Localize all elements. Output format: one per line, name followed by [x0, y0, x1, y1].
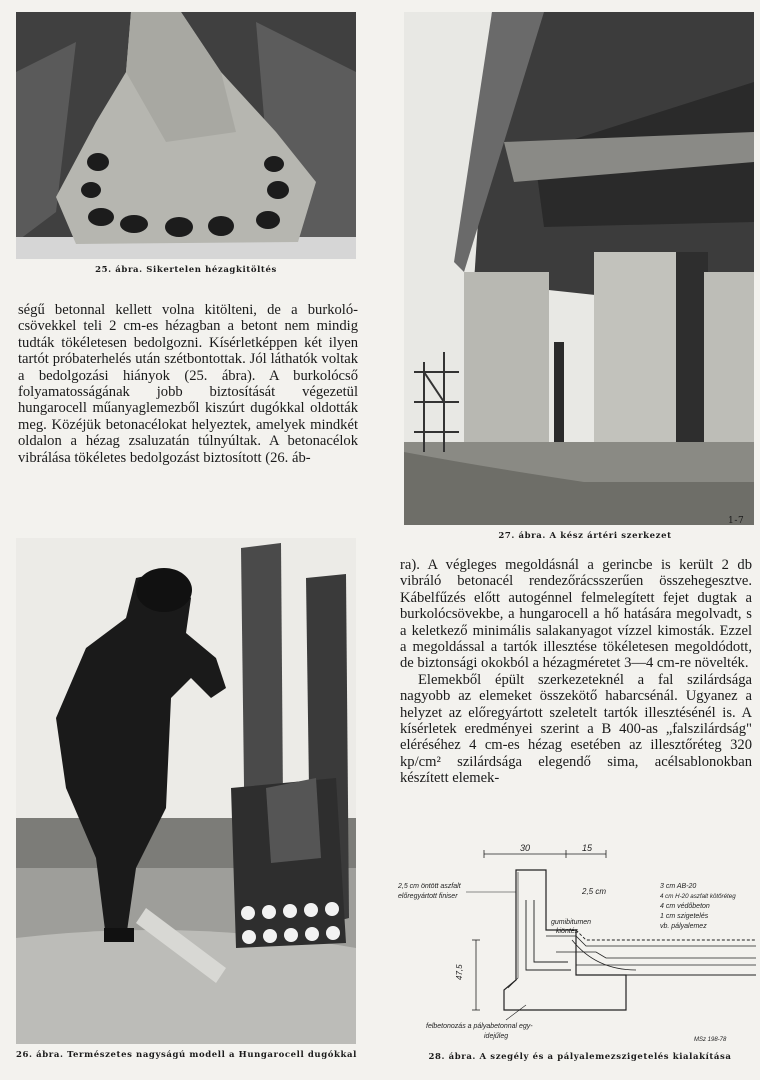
- figure-27-corner-mark: 1-7: [728, 516, 745, 526]
- label-left-top-1: 2,5 cm öntött aszfalt: [398, 883, 461, 890]
- figure-25-photo: [16, 12, 356, 259]
- label-gumi-2: kiöntés: [556, 928, 579, 935]
- label-gumi-1: gumibitumen: [551, 919, 592, 926]
- dim-15: 15: [582, 843, 593, 853]
- figure-28-caption: 28. ábra. A szegély és a pályalemezszigetelés kialakítása: [428, 1052, 732, 1062]
- figure-27-photo: [404, 12, 754, 525]
- left-paragraph: ségű betonnal kellett volna kitölteni, de a burkoló-csövekkel teli 2 cm-es hézagban a betont nem mindig tudták tökéletesen bedolgozni. Kísérletképpen két ilyen tartót próbaterhelés után szétbontottak. Jól láthatók voltak a bedolgozási hiányok (25. ábra). A burkolócső folyamatosságának jobb biztosítását végezetül hungarocell műanyaglemezből kiszúrt dugókkal oldották meg. Közéjük betonacélokat helyeztek, amelyek mindkét oldalon a hézag zsaluzatán túlnyúltak. A betonacélok vibrálása tökéletes bedolgozást biztosított (26. áb-: [18, 302, 358, 466]
- label-bottom-2: idejűleg: [484, 1033, 509, 1040]
- label-right-3: 4 cm védőbeton: [660, 903, 710, 910]
- label-left-top-2: előregyártott finiser: [398, 893, 458, 900]
- label-right-4: 1 cm szigetelés: [660, 913, 709, 920]
- figure-26-caption: 26. ábra. Természetes nagyságú modell a Hungarocell dugókkal: [16, 1050, 357, 1060]
- dim-30: 30: [520, 843, 531, 853]
- figure-25-caption: 25. ábra. Sikertelen hézagkitöltés: [95, 265, 277, 275]
- label-vertical-dim: 47,5: [455, 964, 464, 980]
- right-paragraph-2: Elemekből épült szerkezeteknél a fal szilárdsága nagyobb az elemeket összekötő habarcsénál. Ugyanez a helyzet az előregyártott szeletelt tartók illesztésénél is. A kísérletek eredményei szerint a B 400-as „falszilárdság" eléréséhez 4 cm-es hézag esetében az illesztőréteg 320 kp/cm² szilárdsága elegendő sima, acélsablonokban készített elemek-: [400, 671, 752, 787]
- figure-26-photo: [16, 538, 356, 1044]
- label-stamp: MSz 198-78: [694, 1037, 727, 1043]
- left-column-text: [18, 302, 358, 466]
- right-column-text: [400, 557, 752, 787]
- label-bottom-1: felbetonozás a pályabetonnal egy-: [426, 1023, 533, 1030]
- figure-28-diagram: [396, 840, 756, 1050]
- label-right-5: vb. pályalemez: [660, 923, 707, 930]
- label-right-2: 4 cm H-20 aszfalt kötőréteg: [660, 893, 736, 900]
- figure-27-caption: 27. ábra. A kész ártéri szerkezet: [498, 531, 672, 541]
- right-paragraph-1: ra). A végleges megoldásnál a gerincbe is került 2 db vibráló betonacél rendezőrácsszerűen összehegesztve. Kábelfűzés előtt autogénnel felmelegített fejet dugtak a burkolócsövekbe, a hungarocell a hő hatására megolvadt, s a keletkező minimális salakanyagot vízzel kimosták. Ezzel a megoldással a tartók illesztése tökéletesen megoldódott, de biztonsági okokból a hézagméretet 3—4 cm-re növelték.: [400, 557, 752, 672]
- label-right-1: 3 cm AB-20: [660, 883, 697, 890]
- label-2-5cm: 2,5 cm: [582, 887, 607, 896]
